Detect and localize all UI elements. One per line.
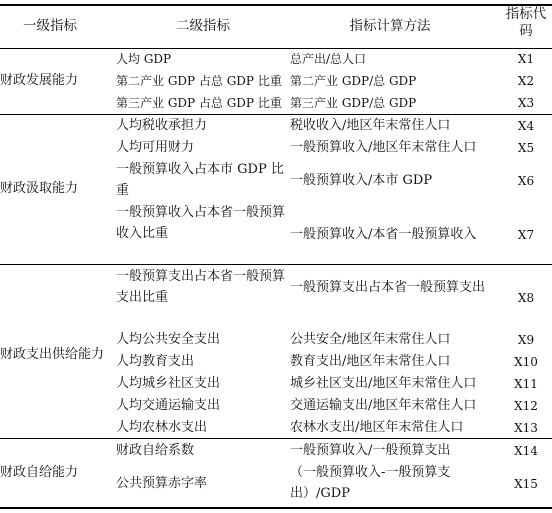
code-cell: X15 bbox=[514, 477, 538, 491]
group-rule-3 bbox=[0, 438, 552, 439]
code-cell: X13 bbox=[514, 421, 538, 435]
method-cell: 一般预算收入/本省一般预算收入 bbox=[290, 227, 477, 242]
indicator-cell: 人均交通运输支出 bbox=[116, 398, 221, 413]
group-name: 财政汲取能力 bbox=[0, 181, 79, 196]
group-name: 财政自给能力 bbox=[0, 465, 79, 480]
code-cell: X3 bbox=[517, 96, 535, 110]
indicator-cell: 财政自给系数 bbox=[116, 443, 195, 458]
indicator-cell: 人均可用财力 bbox=[116, 140, 195, 155]
method-cell: 农林水支出/地区年末常住人口 bbox=[290, 420, 464, 435]
header-rule bbox=[0, 48, 552, 49]
code-cell: X10 bbox=[514, 355, 538, 369]
header-method: 指标计算方法 bbox=[349, 18, 431, 34]
code-cell: X5 bbox=[517, 141, 535, 155]
bottom-rule bbox=[0, 507, 552, 509]
indicator-cell: 一般预算收入占本省一般预算收入比重 bbox=[116, 205, 286, 241]
method-cell: 第二产业 GDP/总 GDP bbox=[290, 74, 417, 88]
method-cell: 一般预算支出占本省一般预算支出 bbox=[290, 280, 486, 295]
code-cell: X1 bbox=[517, 52, 535, 66]
code-cell: X14 bbox=[514, 444, 538, 458]
code-cell: X4 bbox=[517, 119, 535, 133]
indicator-cell: 人均 GDP bbox=[116, 52, 172, 66]
code-cell: X7 bbox=[517, 228, 535, 242]
indicator-cell: 一般预算支出占本省一般预算支出比重 bbox=[116, 269, 286, 305]
method-cell: 交通运输支出/地区年末常住人口 bbox=[290, 398, 477, 413]
group-name: 财政发展能力 bbox=[0, 73, 79, 88]
method-cell: 公共安全/地区年末常住人口 bbox=[290, 332, 451, 347]
indicator-cell: 人均税收承担力 bbox=[116, 118, 208, 133]
code-cell: X2 bbox=[517, 74, 535, 88]
group-rule-2 bbox=[0, 264, 552, 265]
indicator-cell: 人均教育支出 bbox=[116, 354, 195, 369]
top-rule bbox=[0, 4, 552, 6]
code-cell: X8 bbox=[517, 291, 535, 305]
method-cell: 总产出/总人口 bbox=[290, 52, 367, 66]
method-cell: （一般预算收入-一般预算支出）/GDP bbox=[290, 465, 451, 501]
method-cell: 一般预算收入/地区年末常住人口 bbox=[290, 140, 477, 155]
code-cell: X6 bbox=[517, 174, 535, 188]
header-code: 指标代码 bbox=[505, 6, 547, 39]
indicator-cell: 一般预算收入占本市 GDP 比重 bbox=[116, 162, 284, 198]
indicator-cell: 第三产业 GDP 占总 GDP 比重 bbox=[116, 96, 282, 110]
method-cell: 一般预算收入/一般预算支出 bbox=[290, 443, 451, 458]
group-name: 财政支出供给能力 bbox=[0, 347, 105, 362]
code-cell: X12 bbox=[514, 399, 538, 413]
code-cell: X9 bbox=[517, 333, 535, 347]
method-cell: 第三产业 GDP/总 GDP bbox=[290, 96, 417, 110]
header-level1: 一级指标 bbox=[23, 18, 77, 34]
method-cell: 城乡社区支出/地区年末常住人口 bbox=[290, 376, 477, 391]
indicator-cell: 人均公共安全支出 bbox=[116, 332, 221, 347]
method-cell: 一般预算收入/本市 GDP bbox=[290, 173, 433, 188]
group-rule-1 bbox=[0, 114, 552, 115]
indicator-cell: 人均城乡社区支出 bbox=[116, 376, 221, 391]
method-cell: 税收收入/地区年末常住人口 bbox=[290, 118, 451, 133]
method-cell: 教育支出/地区年末常住人口 bbox=[290, 354, 451, 369]
code-cell: X11 bbox=[514, 377, 538, 391]
header-level2: 二级指标 bbox=[176, 18, 230, 34]
indicator-cell: 公共预算赤字率 bbox=[116, 476, 208, 491]
indicator-cell: 人均农林水支出 bbox=[116, 420, 208, 435]
indicator-cell: 第二产业 GDP 占总 GDP 比重 bbox=[116, 74, 282, 88]
